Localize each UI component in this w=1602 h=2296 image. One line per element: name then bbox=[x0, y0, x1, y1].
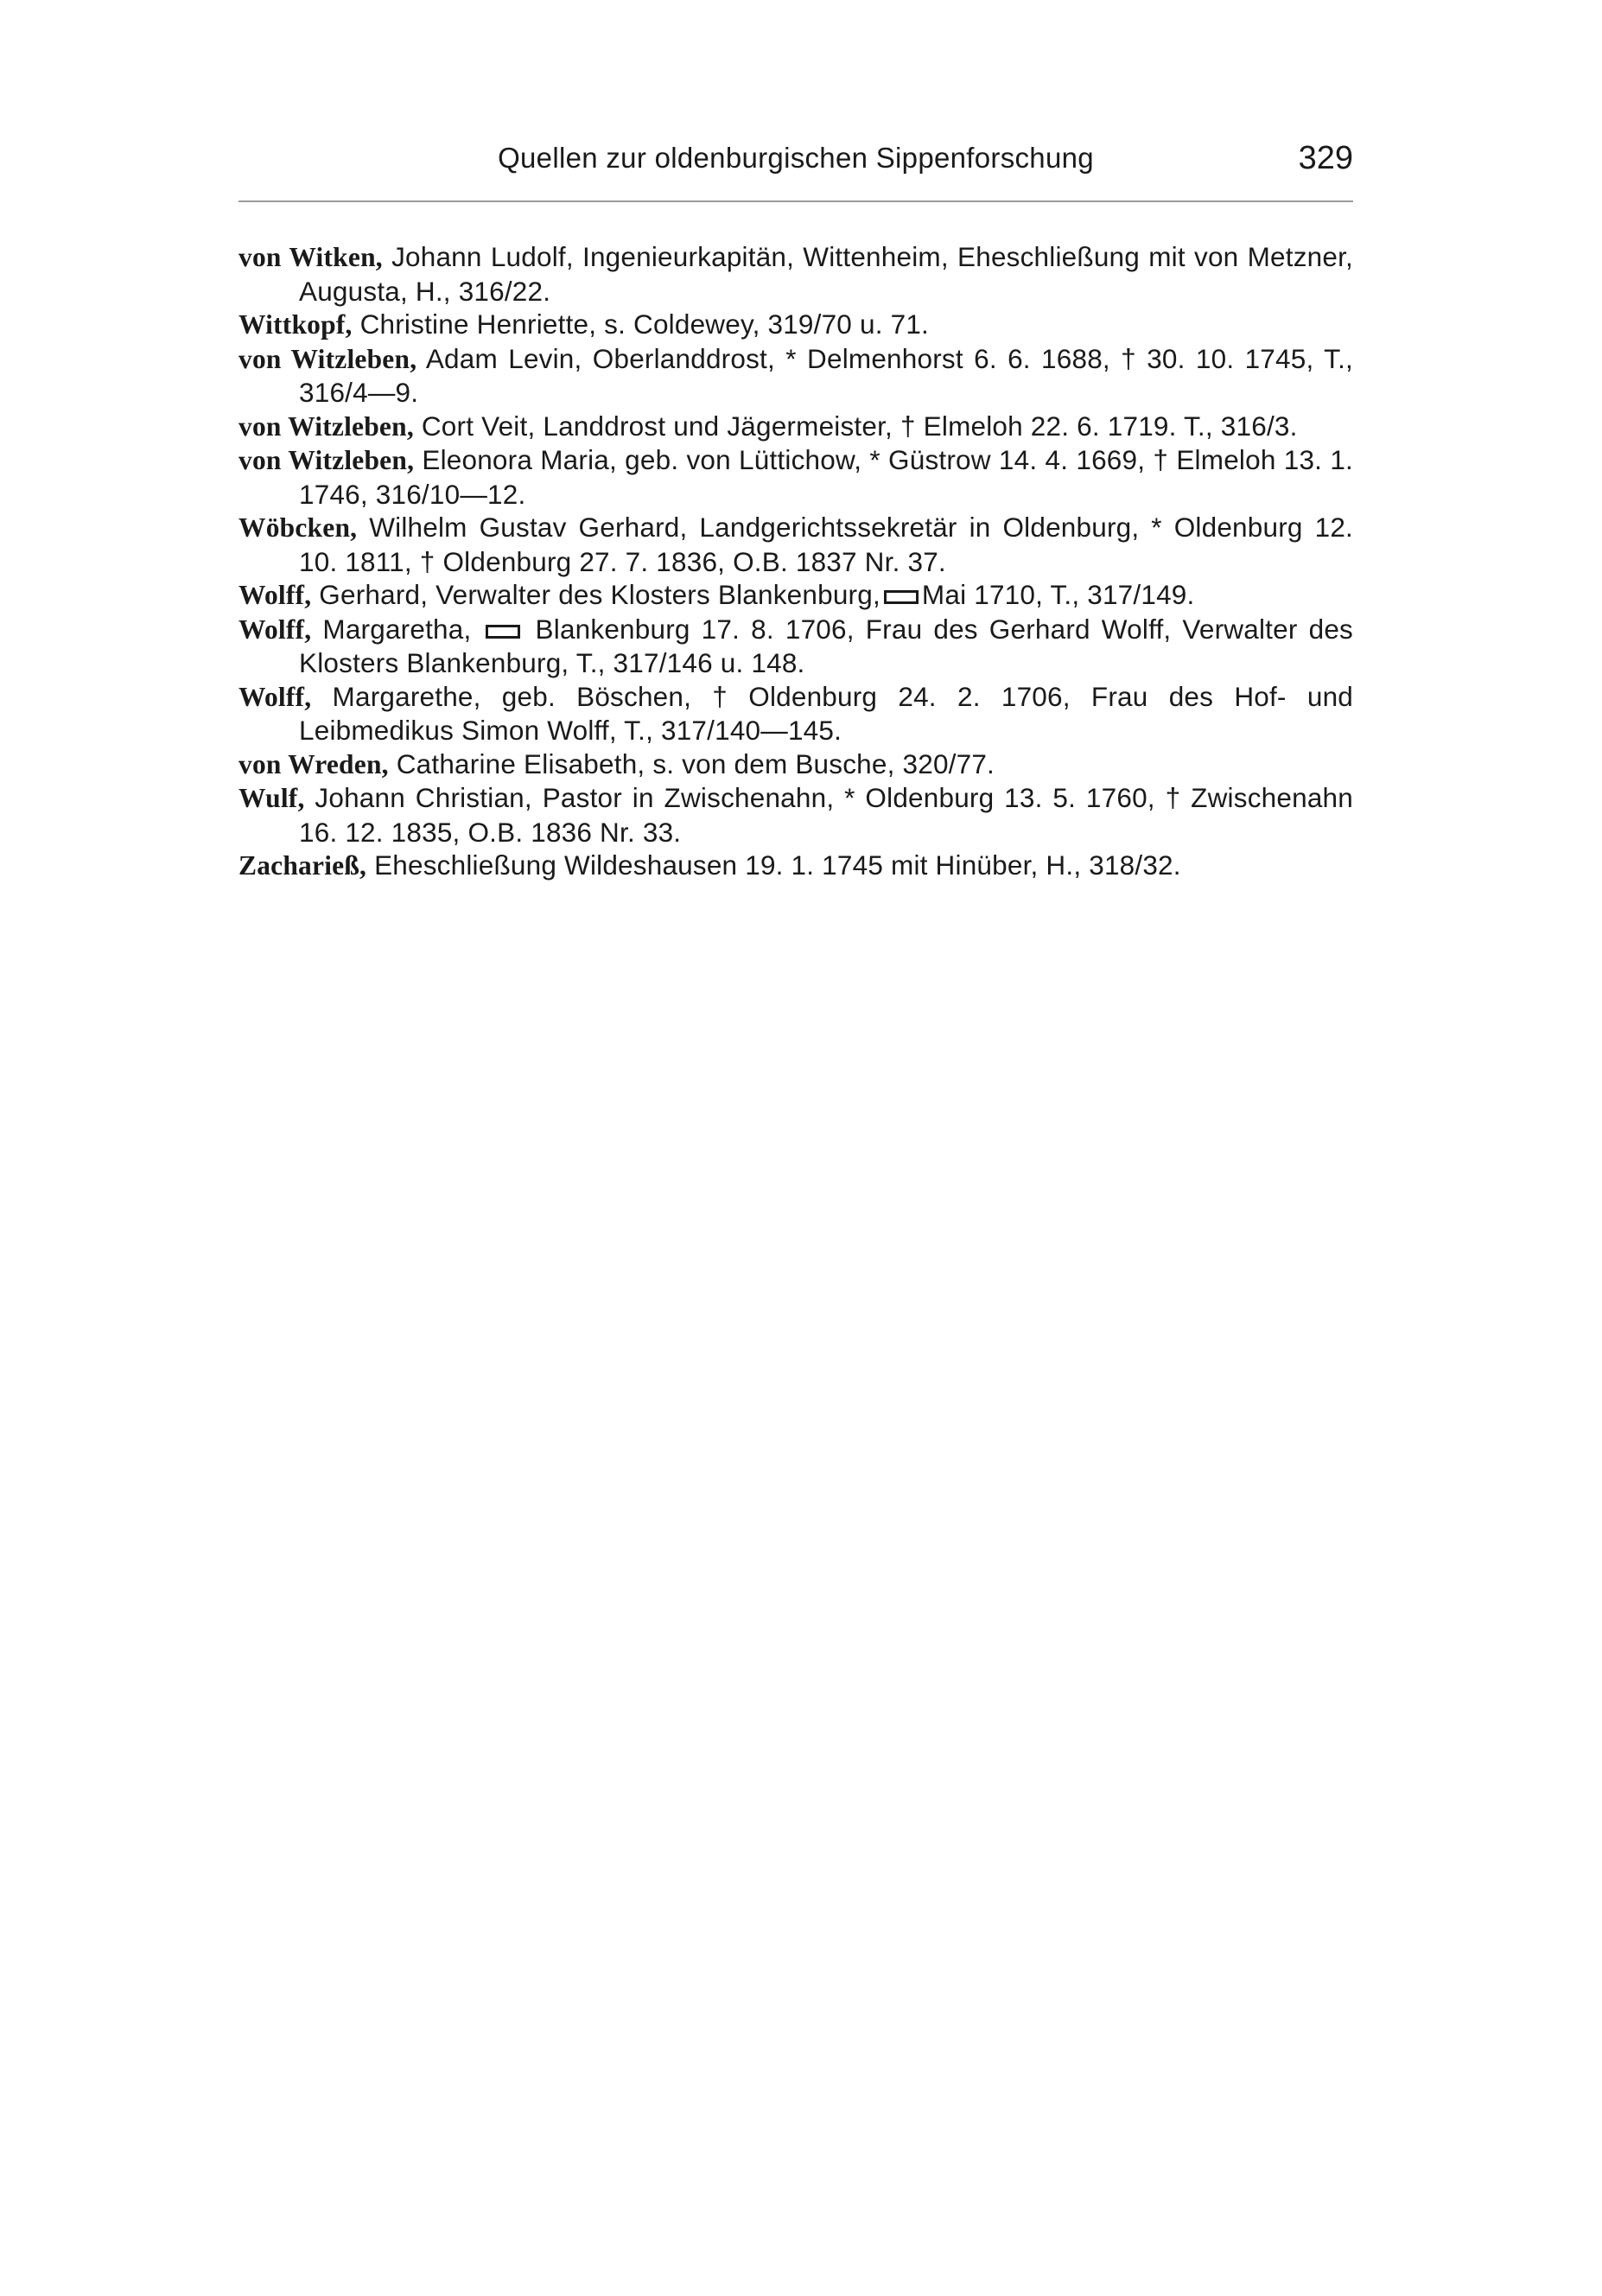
entry-surname: Wittkopf, bbox=[238, 309, 353, 340]
entry-text: Catharine Elisabeth, s. von dem Busche, 320/77. bbox=[388, 747, 995, 779]
register-entry bbox=[238, 342, 1353, 410]
header-rule bbox=[238, 200, 1353, 202]
entry-surname: Witzleben, bbox=[288, 410, 414, 442]
entry-text: Eleonora Maria, geb. von Lüttichow, bbox=[414, 444, 870, 475]
register-entry bbox=[238, 578, 1353, 613]
death-symbol: † bbox=[419, 545, 435, 577]
register-entry bbox=[238, 781, 1353, 849]
entry-surname: Wolff, bbox=[238, 614, 312, 645]
death-symbol: † bbox=[900, 410, 916, 442]
register-entry bbox=[238, 511, 1353, 578]
register-entry bbox=[238, 680, 1353, 747]
register-entry bbox=[238, 747, 1353, 782]
death-symbol: † bbox=[712, 680, 728, 712]
entry-surname: Wöbcken, bbox=[238, 512, 358, 543]
entry-surname: Witzleben, bbox=[288, 445, 415, 475]
entry-text: Oldenburg 24. 2. 1706, Frau des Hof- und Leibmedikus Simon Wolff, T., 317/140—145. bbox=[299, 680, 1354, 746]
birth-symbol: * bbox=[785, 342, 797, 374]
entry-surname: Wolff, bbox=[238, 580, 312, 610]
birth-symbol: * bbox=[869, 444, 880, 475]
running-header bbox=[238, 138, 1353, 190]
entry-surname: Witken, bbox=[289, 242, 383, 272]
entry-text: Zwischenahn 16. 12. 1835, O.B. 1836 Nr. 33. bbox=[299, 782, 1353, 848]
death-symbol: † bbox=[1165, 782, 1181, 813]
entry-prefix: von bbox=[238, 445, 289, 475]
register-entry bbox=[238, 613, 1353, 680]
entry-text: Margaretha, bbox=[311, 613, 483, 645]
entry-text: Mai 1710, T., 317/149. bbox=[921, 579, 1195, 610]
birth-symbol: * bbox=[844, 782, 855, 813]
entry-text: Wilhelm Gustav Gerhard, Landgerichtssekretär in Oldenburg, bbox=[357, 512, 1152, 543]
entry-text: Delmenhorst 6. 6. 1688, bbox=[796, 342, 1122, 374]
register-entry bbox=[238, 410, 1353, 444]
entry-surname: Wreden, bbox=[288, 748, 389, 779]
page-number: 329 bbox=[1298, 140, 1353, 176]
burial-icon bbox=[884, 590, 919, 604]
entry-text: Christine Henriette, s. Coldewey, 319/70 u. 71. bbox=[352, 308, 929, 340]
entry-text: Johann Ludolf, Ingenieurkapitän, Wittenheim, Eheschließung mit von Metzner, Augusta, H., 316/22. bbox=[299, 241, 1353, 307]
header-title: Quellen zur oldenburgischen Sippenforschung bbox=[498, 142, 1094, 174]
register-entry bbox=[238, 849, 1353, 883]
entry-text: Gerhard, Verwalter des Klosters Blankenburg, bbox=[311, 579, 880, 610]
entry-text: Adam Levin, Oberlanddrost, bbox=[416, 342, 786, 374]
death-symbol: † bbox=[1153, 444, 1169, 475]
entry-surname: Zacharieß, bbox=[238, 850, 367, 881]
entry-text: Elmeloh 22. 6. 1719. T., 316/3. bbox=[915, 410, 1298, 442]
entry-prefix: von bbox=[238, 748, 289, 779]
entry-list bbox=[238, 240, 1353, 883]
entry-prefix: von bbox=[238, 242, 289, 272]
entry-text: 30. 10. 1745, T., 316/4—9. bbox=[299, 342, 1354, 408]
entry-text: Eheschließung Wildeshausen 19. 1. 1745 mit Hinüber, H., 318/32. bbox=[366, 849, 1181, 881]
entry-text: Oldenburg 13. 5. 1760, bbox=[855, 782, 1166, 813]
entry-text: Blankenburg 17. 8. 1706, Frau des Gerhard Wolff, Verwalter des Klosters Blankenburg, T., 317/146 u. 148. bbox=[299, 613, 1353, 678]
entry-surname: Witzleben, bbox=[290, 343, 417, 374]
register-entry bbox=[238, 443, 1353, 511]
entry-text: Margarethe, geb. Böschen, bbox=[311, 680, 713, 712]
entry-text: Cort Veit, Landdrost und Jägermeister, bbox=[413, 410, 900, 442]
register-entry bbox=[238, 240, 1353, 308]
death-symbol: † bbox=[1121, 342, 1136, 374]
burial-icon bbox=[486, 625, 520, 639]
entry-prefix: von bbox=[238, 410, 289, 442]
entry-text: Güstrow 14. 4. 1669, bbox=[880, 444, 1154, 475]
entry-text: Oldenburg 12. 10. 1811, bbox=[299, 512, 1353, 577]
entry-surname: Wulf, bbox=[238, 783, 305, 813]
entry-text: Oldenburg 27. 7. 1836, O.B. 1837 Nr. 37. bbox=[435, 545, 946, 577]
entry-prefix: von bbox=[238, 343, 291, 374]
birth-symbol: * bbox=[1151, 512, 1162, 543]
entry-text: Johann Christian, Pastor in Zwischenahn, bbox=[304, 782, 845, 813]
entry-text: Elmeloh 13. 1. 1746, 316/10—12. bbox=[299, 444, 1354, 510]
register-entry bbox=[238, 308, 1353, 342]
entry-surname: Wolff, bbox=[238, 681, 312, 712]
